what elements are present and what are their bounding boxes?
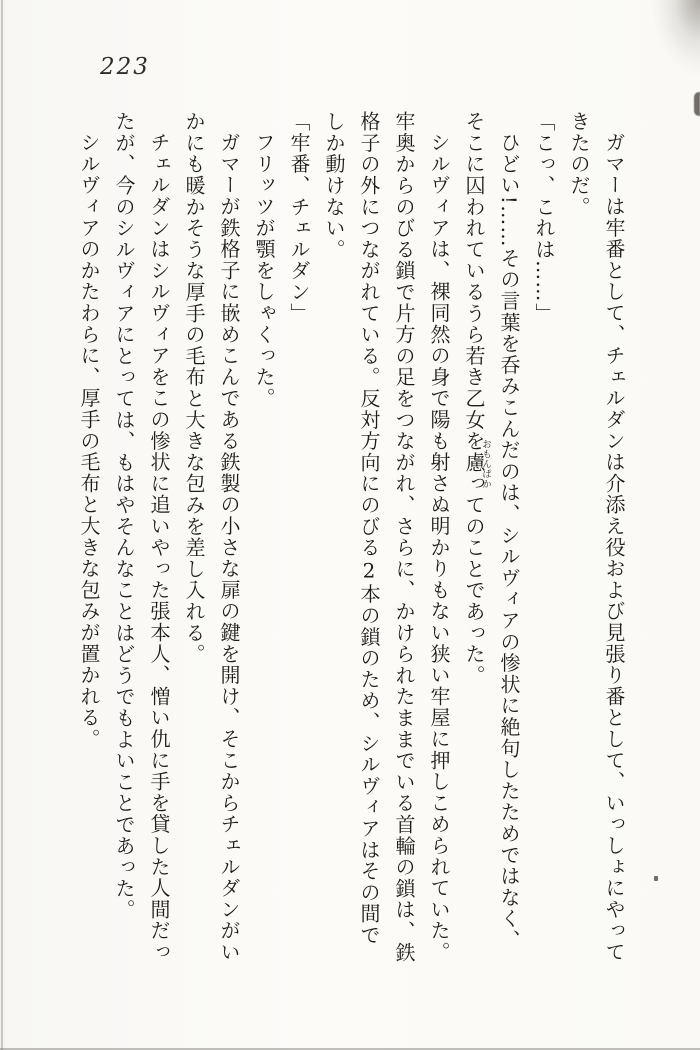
paragraph: ガマーが鉄格子に嵌めこんである鉄製の小さな扉の鍵を開け、そこからチェルダンがいかにも暖かそうな厚手の毛布と大きな包みを差し入れる。 — [182, 111, 241, 963]
ruby-annotated-word: 慮 おもんぱか — [462, 438, 491, 489]
paragraph: ひどい!……その言葉を呑みこんだのは、シルヴィアの惨状に絶句したためではなく、そこに囚われているうら若き乙女を慮 おもんぱか ってのことであった。 — [462, 111, 521, 952]
paragraph: シルヴィアは、裸同然の身で陽も射さぬ明かりもない狭い牢屋に押しこめられていた。牢奥からのびる鎖で片方の足をつながれ、さらに、かけられたままでいる首輪の鎖は、鉄格子の外につながれている。反対方向にのびる2本の鎖のため、シルヴィアはその間でしか動けない。 — [322, 111, 451, 963]
paragraph: 「牢番、チェルダン」 — [287, 111, 311, 324]
paragraph: フリッツが顎をしゃくった。 — [252, 132, 276, 410]
vertical-text-block — [71, 111, 631, 967]
scan-edge-left — [1, 0, 3, 1050]
paragraph: チェルダンはシルヴィアをこの惨状に追いやった張本人、憎い仇に手を貸した人間だったが、今のシルヴィアにとっては、もはやそんなことはどうでもよいことであった。 — [112, 111, 171, 963]
scan-shadow-top-right-corner — [638, 0, 700, 96]
upright-digit: 2 — [357, 558, 381, 584]
paragraph: 「こっ、これは……」 — [532, 111, 556, 324]
scan-speck — [654, 876, 658, 881]
scan-artifact-right-edge — [694, 92, 700, 116]
page-number: 223 — [100, 54, 150, 80]
paragraph: シルヴィアのかたわらに、厚手の毛布と大きな包みが置かれる。 — [77, 132, 101, 750]
paragraph: ガマーは牢番として、チェルダンは介添え役および見張り番として、いっしょにやってきたのだ。 — [567, 111, 626, 963]
